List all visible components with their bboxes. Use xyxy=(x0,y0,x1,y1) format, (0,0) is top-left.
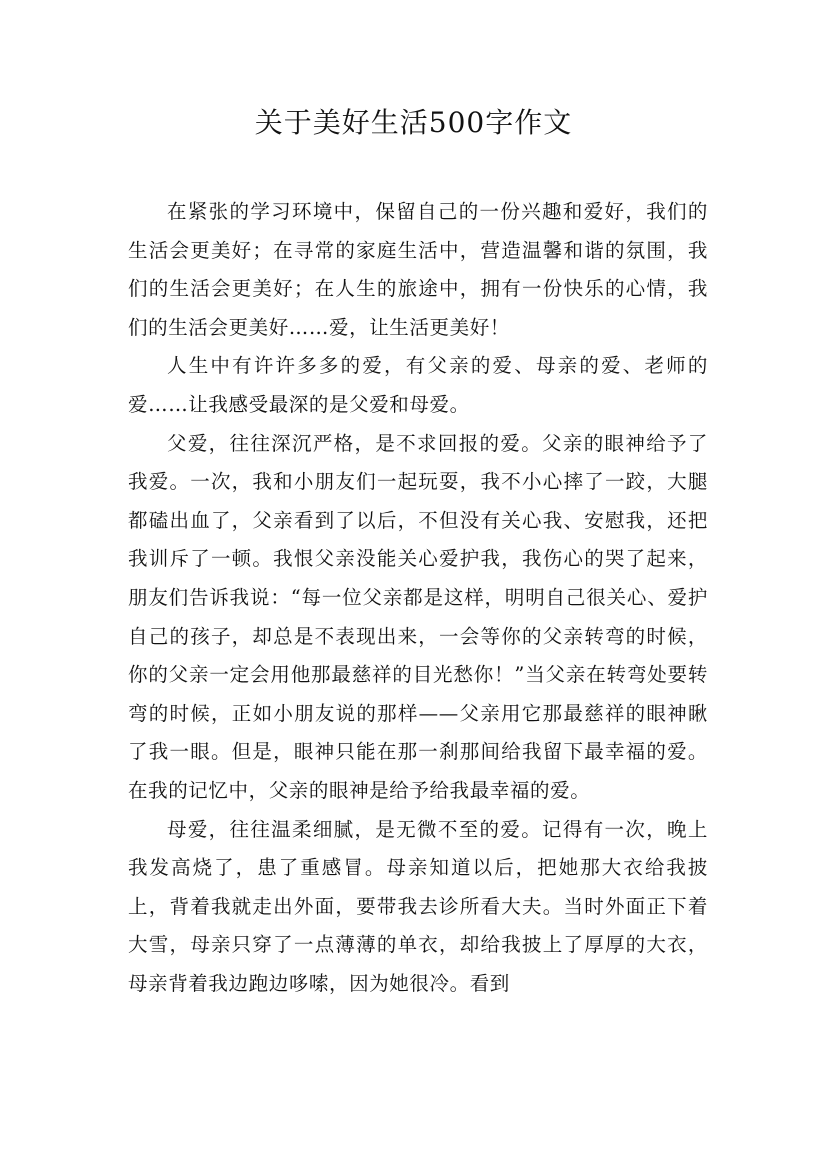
paragraph-2: 人生中有许许多多的爱，有父亲的爱、母亲的爱、老师的爱……让我感受最深的是父爱和母爱。 xyxy=(128,354,708,416)
paragraph-3: 父爱，往往深沉严格，是不求回报的爱。父亲的眼神给予了我爱。一次，我和小朋友们一起玩耍，我不小心摔了一跤，大腿都磕出血了，父亲看到了以后，不但没有关心我、安慰我，还把我训斥了一顿。我恨父亲没能关心爱护我，我伤心的哭了起来，朋友们告诉我说：“每一位父亲都是这样，明明自己很关心、爱护自己的孩子，却总是不表现出来，一会等你的父亲转弯的时候，你的父亲一定会用他那最慈祥的目光愁你！”当父亲在转弯处要转弯的时候，正如小朋友说的那样——父亲用它那最慈祥的眼神瞅了我一眼。但是，眼神只能在那一刹那间给我留下最幸福的爱。在我的记忆中，父亲的眼神是给予给我最幸福的爱。 xyxy=(128,431,708,802)
document-title: 关于美好生活500字作文 xyxy=(254,106,573,139)
paragraph-1: 在紧张的学习环境中，保留自己的一份兴趣和爱好，我们的生活会更美好；在寻常的家庭生活中，营造温馨和谐的氛围，我们的生活会更美好；在人生的旅途中，拥有一份快乐的心情，我们的生活会更美好……爱，让生活更美好！ xyxy=(128,200,708,339)
paragraph-4: 母爱，往往温柔细腻，是无微不至的爱。记得有一次，晚上我发高烧了，患了重感冒。母亲知道以后，把她那大衣给我披上，背着我就走出外面，要带我去诊所看大夫。当时外面正下着大雪，母亲只穿了一点薄薄的单衣，却给我披上了厚厚的大衣，母亲背着我边跑边哆嗦，因为她很冷。看到 xyxy=(128,817,708,995)
document-body xyxy=(128,193,708,1003)
